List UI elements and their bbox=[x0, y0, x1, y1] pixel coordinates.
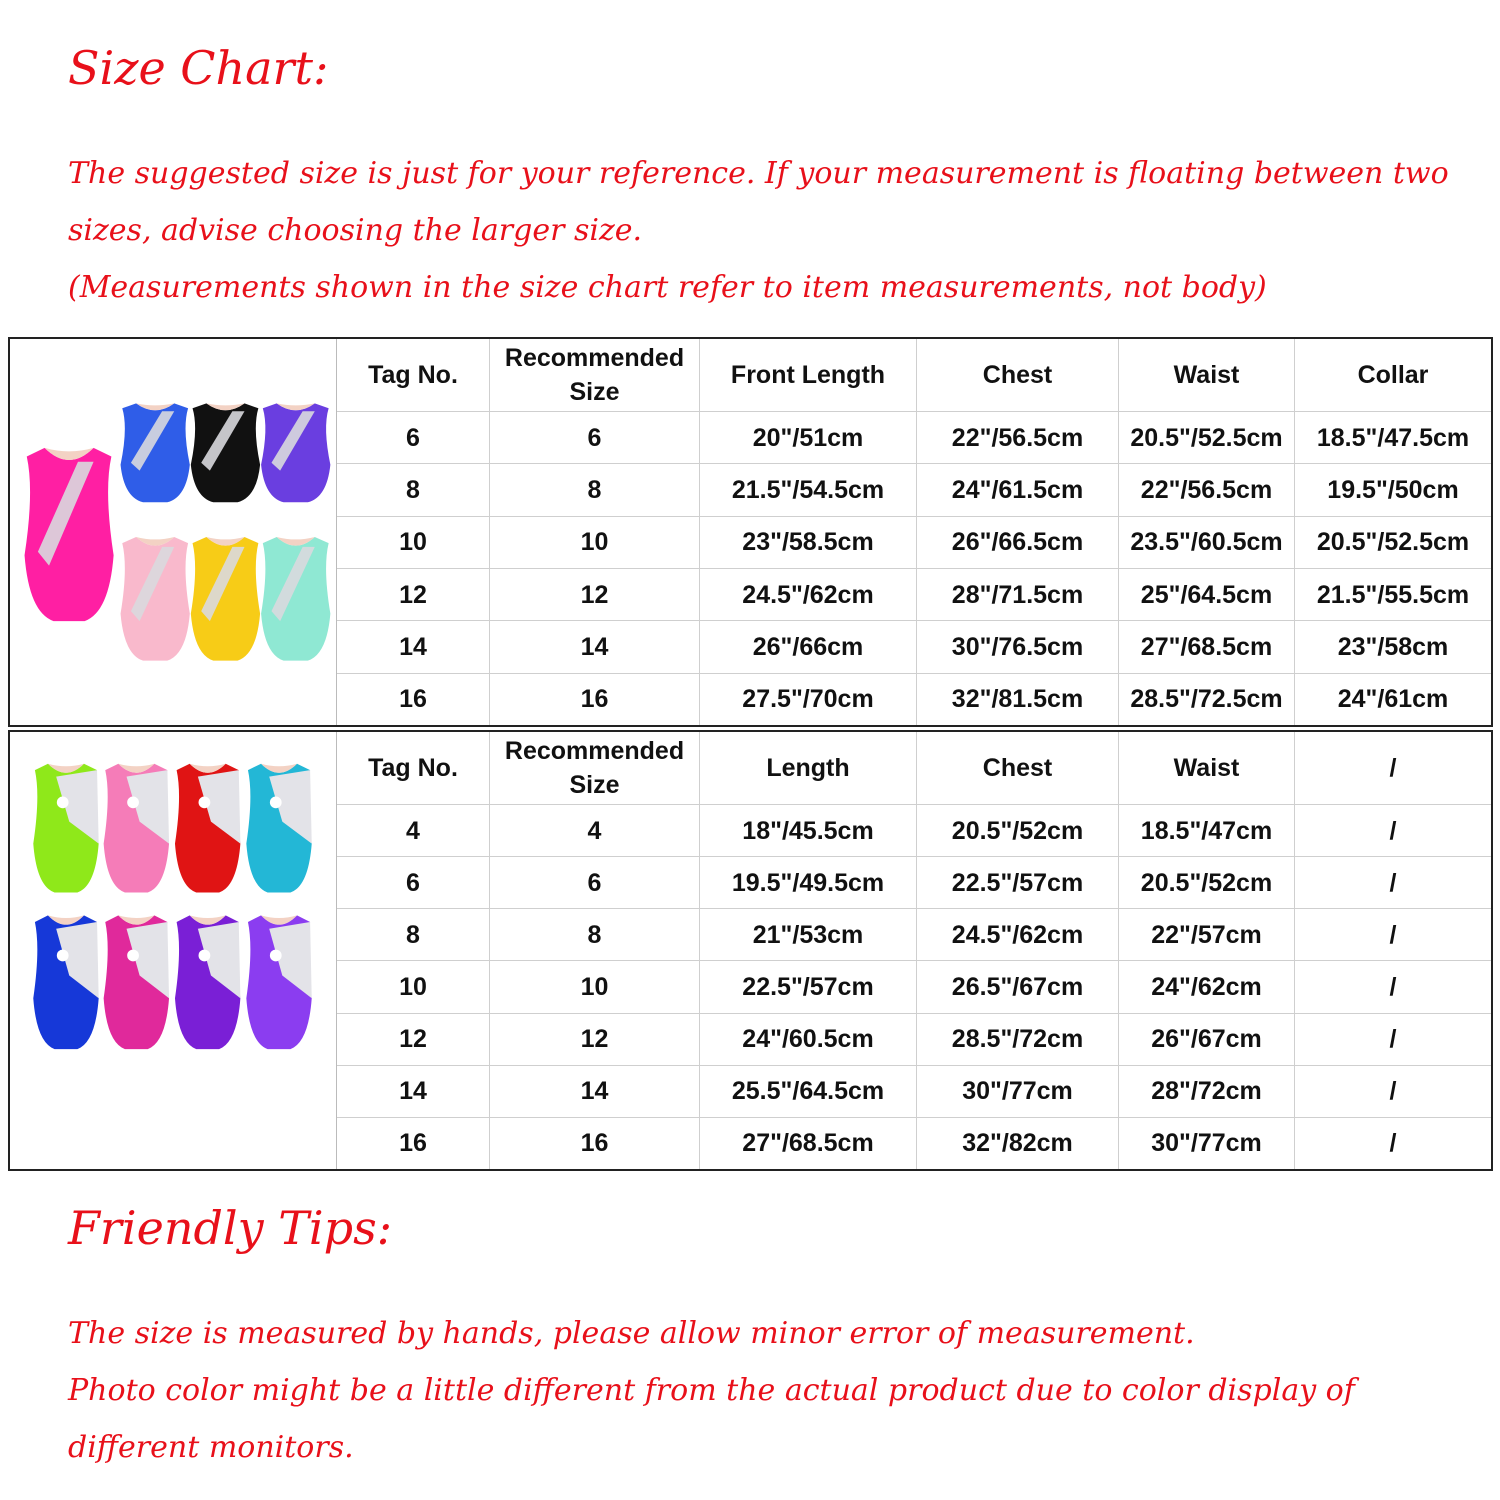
table-grid bbox=[337, 732, 1491, 1169]
cell-tag: 6 bbox=[406, 868, 420, 897]
cell-chest: 26.5"/67cm bbox=[916, 961, 1118, 1012]
table-row bbox=[337, 463, 1491, 515]
cell-recommended: 12 bbox=[489, 569, 699, 620]
cell-recommended: 10 bbox=[489, 517, 699, 568]
leotard-icon bbox=[104, 764, 169, 893]
cell-chest: 22.5"/57cm bbox=[916, 857, 1118, 908]
cell-recommended: 4 bbox=[489, 805, 699, 856]
tip-line: The size is measured by hands, please allow minor error of measurement. bbox=[68, 1316, 1195, 1351]
leotard-icon bbox=[121, 537, 190, 661]
cell-length: 25.5"/64.5cm bbox=[699, 1066, 916, 1117]
cell-waist: 27"/68.5cm bbox=[1118, 621, 1294, 672]
leotard-icon bbox=[33, 915, 98, 1049]
cell-chest: 30"/77cm bbox=[916, 1066, 1118, 1117]
table-row bbox=[337, 673, 1491, 725]
header-recommended-size: Recommended Size bbox=[489, 339, 699, 411]
cell-waist: 28.5"/72.5cm bbox=[1118, 674, 1294, 725]
cell-tag: 10 bbox=[399, 528, 427, 557]
cell-collar: 20.5"/52.5cm bbox=[1294, 517, 1491, 568]
cell-waist: 26"/67cm bbox=[1118, 1014, 1294, 1065]
header-collar: Collar bbox=[1294, 339, 1491, 411]
leotard-icon bbox=[246, 915, 311, 1049]
cell-slash: / bbox=[1294, 909, 1491, 960]
cell-tag: 10 bbox=[399, 972, 427, 1001]
cell-recommended: 16 bbox=[489, 674, 699, 725]
size-table-1 bbox=[8, 337, 1493, 727]
cell-tag: 4 bbox=[406, 816, 420, 845]
cell-recommended: 8 bbox=[489, 909, 699, 960]
table-row bbox=[337, 1013, 1491, 1065]
intro-line: The suggested size is just for your reference. If your measurement is floating between two sizes, advise choosing the larger size. bbox=[68, 156, 1449, 248]
cell-length: 21.5"/54.5cm bbox=[699, 464, 916, 515]
cell-collar: 24"/61cm bbox=[1294, 674, 1491, 725]
cell-waist: 22"/56.5cm bbox=[1118, 464, 1294, 515]
header-length: Length bbox=[699, 732, 916, 804]
leotard-icon bbox=[191, 403, 260, 502]
cell-length: 21"/53cm bbox=[699, 909, 916, 960]
size-table-2 bbox=[8, 730, 1493, 1171]
cell-chest: 24.5"/62cm bbox=[916, 909, 1118, 960]
cell-length: 27"/68.5cm bbox=[699, 1118, 916, 1169]
cell-recommended: 12 bbox=[489, 1014, 699, 1065]
cell-length: 22.5"/57cm bbox=[699, 961, 916, 1012]
leotard-icon bbox=[33, 764, 98, 893]
cell-slash: / bbox=[1294, 857, 1491, 908]
cell-collar: 21.5"/55.5cm bbox=[1294, 569, 1491, 620]
leotard-group-2-image bbox=[10, 732, 336, 1169]
cell-waist: 28"/72cm bbox=[1118, 1066, 1294, 1117]
header-slash: / bbox=[1294, 732, 1491, 804]
product-image-cell bbox=[10, 339, 337, 725]
cell-tag: 8 bbox=[406, 920, 420, 949]
cell-recommended: 16 bbox=[489, 1118, 699, 1169]
cell-chest: 24"/61.5cm bbox=[916, 464, 1118, 515]
cell-waist: 24"/62cm bbox=[1118, 961, 1294, 1012]
leotard-icon bbox=[175, 915, 240, 1049]
table-row bbox=[337, 1065, 1491, 1117]
table-row bbox=[337, 908, 1491, 960]
cell-slash: / bbox=[1294, 1066, 1491, 1117]
header-front-length: Front Length bbox=[699, 339, 916, 411]
cell-tag: 16 bbox=[399, 1129, 427, 1158]
cell-waist: 20.5"/52cm bbox=[1118, 857, 1294, 908]
cell-length: 24.5"/62cm bbox=[699, 569, 916, 620]
table-row bbox=[337, 856, 1491, 908]
cell-waist: 25"/64.5cm bbox=[1118, 569, 1294, 620]
leotard-icon bbox=[175, 764, 240, 893]
cell-length: 26"/66cm bbox=[699, 621, 916, 672]
cell-waist: 23.5"/60.5cm bbox=[1118, 517, 1294, 568]
table-header-row bbox=[337, 339, 1491, 411]
cell-length: 27.5"/70cm bbox=[699, 674, 916, 725]
cell-length: 20"/51cm bbox=[699, 412, 916, 463]
intro-text bbox=[68, 145, 1478, 316]
product-image-cell bbox=[10, 732, 337, 1169]
cell-chest: 32"/81.5cm bbox=[916, 674, 1118, 725]
intro-line: (Measurements shown in the size chart refer to item measurements, not body) bbox=[68, 270, 1267, 305]
cell-slash: / bbox=[1294, 1118, 1491, 1169]
tips-title: Friendly Tips: bbox=[68, 1201, 393, 1255]
cell-waist: 30"/77cm bbox=[1118, 1118, 1294, 1169]
cell-slash: / bbox=[1294, 805, 1491, 856]
table-grid bbox=[337, 339, 1491, 725]
leotard-group-1-image bbox=[10, 339, 336, 725]
table-row bbox=[337, 568, 1491, 620]
cell-tag: 8 bbox=[406, 475, 420, 504]
leotard-icon bbox=[261, 403, 330, 502]
header-chest: Chest bbox=[916, 339, 1118, 411]
header-waist: Waist bbox=[1118, 339, 1294, 411]
cell-recommended: 6 bbox=[489, 857, 699, 908]
leotard-icon bbox=[121, 403, 190, 502]
leotard-icon bbox=[246, 764, 311, 893]
table-row bbox=[337, 1117, 1491, 1169]
cell-slash: / bbox=[1294, 961, 1491, 1012]
header-tag-no: Tag No. bbox=[368, 754, 458, 782]
cell-chest: 28.5"/72cm bbox=[916, 1014, 1118, 1065]
table-row bbox=[337, 804, 1491, 856]
cell-chest: 26"/66.5cm bbox=[916, 517, 1118, 568]
cell-tag: 12 bbox=[399, 580, 427, 609]
cell-chest: 28"/71.5cm bbox=[916, 569, 1118, 620]
cell-collar: 19.5"/50cm bbox=[1294, 464, 1491, 515]
table-row bbox=[337, 411, 1491, 463]
header-waist: Waist bbox=[1118, 732, 1294, 804]
cell-tag: 16 bbox=[399, 685, 427, 714]
cell-length: 19.5"/49.5cm bbox=[699, 857, 916, 908]
header-tag-no: Tag No. bbox=[368, 361, 458, 389]
page-title: Size Chart: bbox=[68, 41, 329, 95]
cell-waist: 18.5"/47cm bbox=[1118, 805, 1294, 856]
cell-collar: 23"/58cm bbox=[1294, 621, 1491, 672]
cell-tag: 12 bbox=[399, 1025, 427, 1054]
cell-slash: / bbox=[1294, 1014, 1491, 1065]
cell-chest: 32"/82cm bbox=[916, 1118, 1118, 1169]
tips-text bbox=[68, 1305, 1448, 1476]
cell-recommended: 14 bbox=[489, 621, 699, 672]
cell-tag: 6 bbox=[406, 423, 420, 452]
cell-waist: 22"/57cm bbox=[1118, 909, 1294, 960]
cell-length: 24"/60.5cm bbox=[699, 1014, 916, 1065]
cell-recommended: 6 bbox=[489, 412, 699, 463]
header-recommended-size: Recommended Size bbox=[489, 732, 699, 804]
cell-waist: 20.5"/52.5cm bbox=[1118, 412, 1294, 463]
leotard-icon bbox=[261, 537, 330, 661]
table-row bbox=[337, 620, 1491, 672]
leotard-icon bbox=[25, 448, 114, 621]
cell-recommended: 14 bbox=[489, 1066, 699, 1117]
cell-recommended: 10 bbox=[489, 961, 699, 1012]
leotard-icon bbox=[191, 537, 260, 661]
cell-length: 23"/58.5cm bbox=[699, 517, 916, 568]
cell-collar: 18.5"/47.5cm bbox=[1294, 412, 1491, 463]
tip-line: Photo color might be a little different from the actual product due to color display of different monitors. bbox=[68, 1373, 1355, 1465]
table-row bbox=[337, 516, 1491, 568]
leotard-icon bbox=[104, 915, 169, 1049]
cell-chest: 20.5"/52cm bbox=[916, 805, 1118, 856]
header-chest: Chest bbox=[916, 732, 1118, 804]
table-header-row bbox=[337, 732, 1491, 804]
cell-chest: 30"/76.5cm bbox=[916, 621, 1118, 672]
cell-tag: 14 bbox=[399, 632, 427, 661]
cell-chest: 22"/56.5cm bbox=[916, 412, 1118, 463]
cell-tag: 14 bbox=[399, 1077, 427, 1106]
cell-length: 18"/45.5cm bbox=[699, 805, 916, 856]
table-row bbox=[337, 960, 1491, 1012]
cell-recommended: 8 bbox=[489, 464, 699, 515]
